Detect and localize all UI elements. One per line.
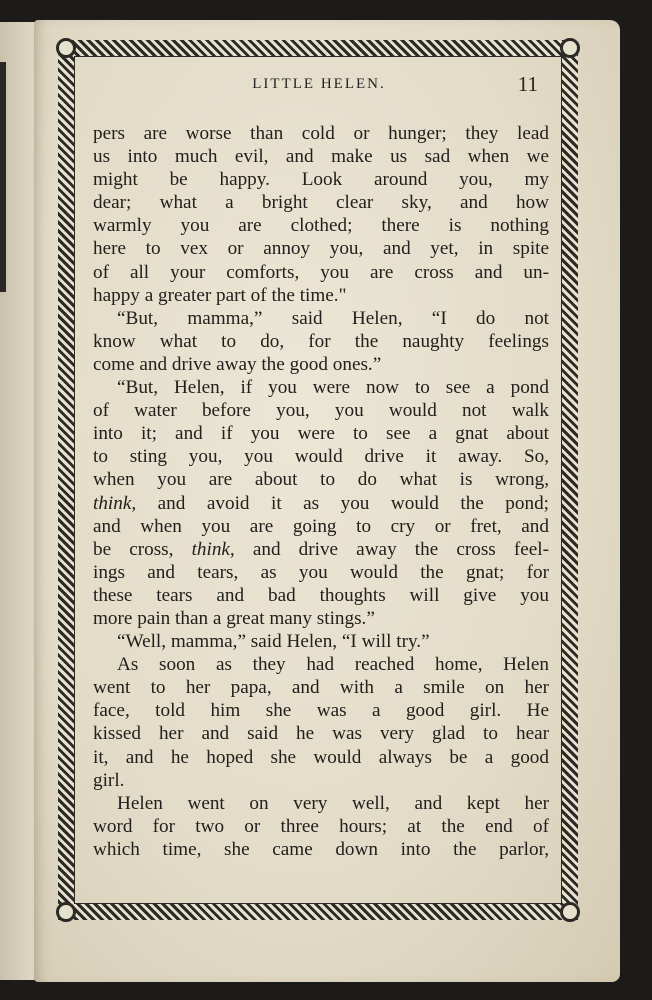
text-line: when you are about to do what is wrong,: [93, 469, 549, 491]
text-span: and avoid it as you would the pond;: [136, 492, 549, 514]
corner-ornament-top-right: [560, 38, 580, 58]
gutter-shadow: [0, 62, 6, 292]
italic-word: think,: [93, 492, 137, 514]
text-line: which time, she came down into the parlor,: [93, 838, 549, 860]
text-line: more pain than a great many stings.”: [93, 607, 375, 629]
text-line: Helen went on very well, and kept her: [117, 792, 549, 814]
running-head: LITTLE HELEN.: [252, 76, 386, 92]
corner-ornament-top-left: [56, 38, 76, 58]
text-line: face, told him she was a good girl. He: [93, 700, 549, 722]
corner-ornament-bottom-right: [560, 902, 580, 922]
text-line: happy a greater part of the time.": [93, 284, 347, 306]
text-span: and drive away the cross feel-: [234, 538, 549, 560]
text-line: “But, mamma,” said Helen, “I do not: [117, 307, 549, 329]
text-line: “But, Helen, if you were now to see a pond: [117, 377, 549, 399]
corner-ornament-bottom-left: [56, 902, 76, 922]
text-line: might be happy. Look around you, my: [93, 169, 549, 191]
body-text: [93, 122, 549, 861]
text-line: these tears and bad thoughts will give you: [93, 584, 549, 606]
text-line: of water before you, you would not walk: [93, 400, 549, 422]
text-line: ings and tears, as you would the gnat; for: [93, 561, 549, 583]
text-line: warmly you are clothed; there is nothing: [93, 215, 549, 237]
text-line: went to her papa, and with a smile on her: [93, 677, 549, 699]
text-line: [93, 492, 549, 515]
text-line: come and drive away the good ones.”: [93, 353, 382, 375]
text-line: know what to do, for the naughty feelings: [93, 330, 549, 352]
text-span: be cross,: [93, 538, 192, 560]
text-line: As soon as they had reached home, Helen: [117, 654, 549, 676]
page-number: 11: [517, 72, 538, 96]
text-line: [93, 538, 549, 561]
text-line: “Well, mamma,” said Helen, “I will try.”: [117, 631, 430, 653]
text-line: it, and he hoped she would always be a good: [93, 746, 549, 768]
text-line: of all your comforts, you are cross and un-: [93, 261, 549, 283]
page-header: [88, 72, 550, 102]
text-line: and when you are going to cry or fret, and: [93, 515, 549, 537]
text-line: girl.: [93, 769, 125, 791]
text-line: to sting you, you would drive it away. So,: [93, 446, 549, 468]
text-line: pers are worse than cold or hunger; they lead: [93, 123, 549, 144]
text-line: into it; and if you were to see a gnat about: [93, 423, 549, 445]
text-line: here to vex or annoy you, and yet, in spite: [93, 238, 549, 260]
text-line: dear; what a bright clear sky, and how: [93, 192, 549, 214]
text-line: kissed her and said he was very glad to hear: [93, 723, 549, 745]
text-line: us into much evil, and make us sad when we: [93, 146, 549, 168]
text-line: word for two or three hours; at the end of: [93, 815, 549, 837]
italic-word: think,: [191, 538, 235, 560]
